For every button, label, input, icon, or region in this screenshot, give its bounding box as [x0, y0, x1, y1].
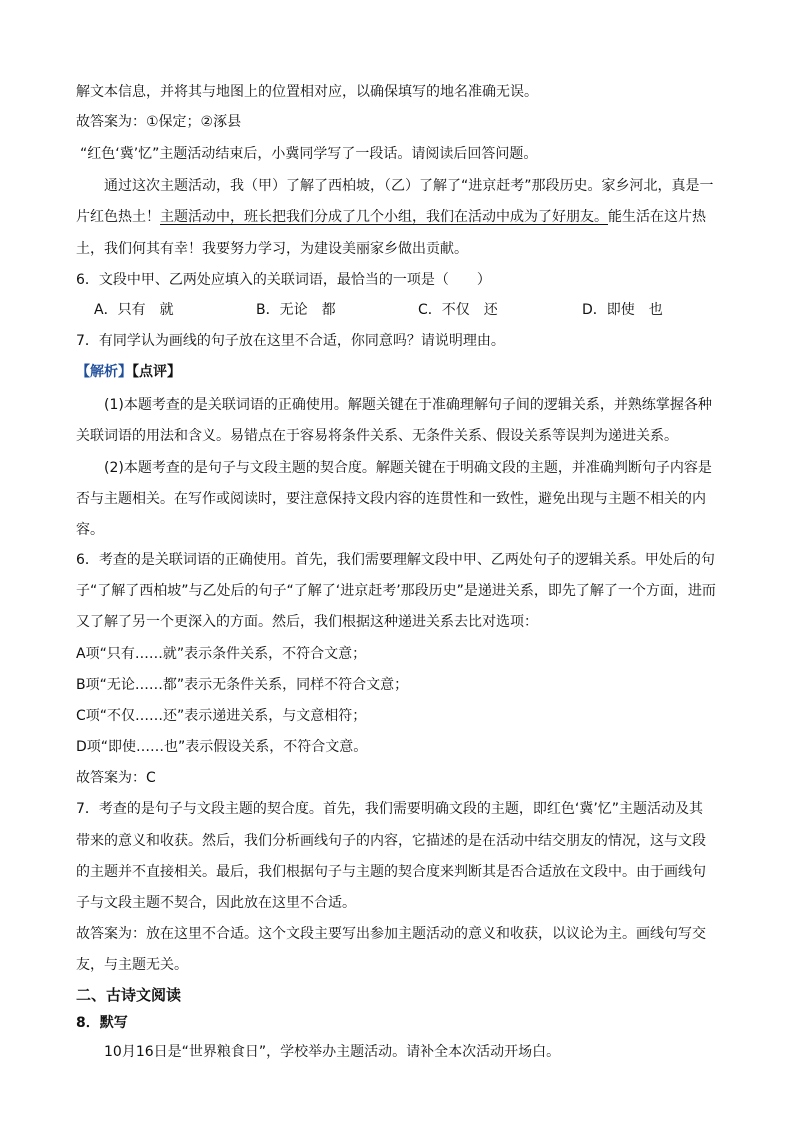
answer-7-line: 带来的意义和收获。然后，我们分析画线句子的内容，它描述的是在活动中结交朋友的情况，这与文段: [76, 833, 706, 849]
comment-line: (2)本题考查的是句子与文段主题的契合度。解题关键在于明确文段的主题，并准确判断句子内容是: [104, 460, 712, 476]
answer-6-line: 又了解了另一个更深入的方面。然后，我们根据这种递进关系去比对选项：: [76, 614, 538, 630]
comment-label: 【点评】: [132, 364, 181, 380]
passage-text: 片红色热土！: [76, 209, 160, 225]
option-c: C．不仅 还: [418, 302, 498, 318]
comment-line: 关联词语的用法和含义。易错点在于容易将条件关系、无条件关系、假设关系等误判为递进关系。: [76, 428, 678, 444]
answer-6-line: C项“不仅……还”表示递进关系，与文意相符；: [76, 708, 367, 724]
analysis-label: 【解析】: [76, 364, 132, 380]
answer-6-line: B项“无论……都”表示无条件关系，同样不符合文意；: [76, 677, 409, 693]
question-7: 7．有同学认为画线的句子放在这里不合适，你同意吗？请说明理由。: [76, 333, 505, 349]
question-6: 6．文段中甲、乙两处应填入的关联词语，最恰当的一项是（ ）: [76, 272, 491, 288]
underlined-sentence: 主题活动中，班长把我们分成了几个小组，我们在活动中成为了好朋友。: [160, 209, 608, 225]
answer-6-line: D项“即使……也”表示假设关系，不符合文意。: [76, 739, 368, 755]
text-line: 解文本信息，并将其与地图上的位置相对应，以确保填写的地名准确无误。: [76, 84, 538, 100]
question-intro: “红色‘冀’忆”主题活动结束后，小冀同学写了一段话。请阅读后回答问题。: [80, 146, 538, 162]
answer-line: 故答案为：①保定；②涿县: [76, 114, 242, 130]
answer-7-line: 的主题并不直接相关。最后，我们根据句子与主题的契合度来判断其是否合适放在文段中。由于画线句: [76, 864, 706, 880]
passage-text: 能生活在这片热: [608, 209, 706, 225]
analysis-heading: [76, 363, 181, 381]
option-a: A．只有 就: [94, 302, 174, 318]
comment-line: 否与主题相关。在写作或阅读时，要注意保持文段内容的连贯性和一致性，避免出现与主题不相关的内: [76, 491, 706, 507]
section-heading: 二、古诗文阅读: [76, 986, 182, 1004]
option-b: B．无论 都: [256, 302, 336, 318]
answer-7-line: 7．考查的是句子与文段主题的契合度。首先，我们需要明确文段的主题，即红色‘冀’忆”主题活动及其: [76, 801, 704, 817]
passage-line: 通过这次主题活动，我（甲）了解了西柏坡，（乙）了解了“进京赶考”那段历史。家乡河北，真是一: [104, 178, 714, 194]
option-d: D．即使 也: [582, 302, 663, 318]
answer-6-line: 6．考查的是关联词语的正确使用。首先，我们需要理解文段中甲、乙两处句子的逻辑关系。甲处后的句: [76, 552, 715, 568]
answer-6-line: A项“只有……就”表示条件关系，不符合文意；: [76, 646, 367, 662]
question-8: 8．默写: [76, 1015, 128, 1031]
question-8-text: 10月16日是“世界粮食日”，学校举办主题活动。请补全本次活动开场白。: [104, 1044, 561, 1060]
comment-line: 容。: [76, 522, 104, 538]
answer-7-result: 故答案为：放在这里不合适。这个文段主要写出参加主题活动的意义和收获，以议论为主。画线句写交: [76, 926, 706, 942]
passage-line: [76, 208, 706, 226]
comment-line: (1)本题考查的是关联词语的正确使用。解题关键在于准确理解句子间的逻辑关系，并熟练掌握各种: [104, 397, 712, 413]
answer-7-result: 友，与主题无关。: [76, 957, 188, 973]
answer-7-line: 子与文段主题不契合，因此放在这里不合适。: [76, 895, 356, 911]
answer-6-result: 故答案为：C: [76, 770, 156, 786]
answer-6-line: 子“了解了西柏坡”与乙处后的句子“了解了‘进京赶考’那段历史”是递进关系，即先了解了一个方面，进而: [76, 583, 716, 599]
passage-line: 土，我们何其有幸！我要努力学习，为建设美丽家乡做出贡献。: [76, 241, 468, 257]
